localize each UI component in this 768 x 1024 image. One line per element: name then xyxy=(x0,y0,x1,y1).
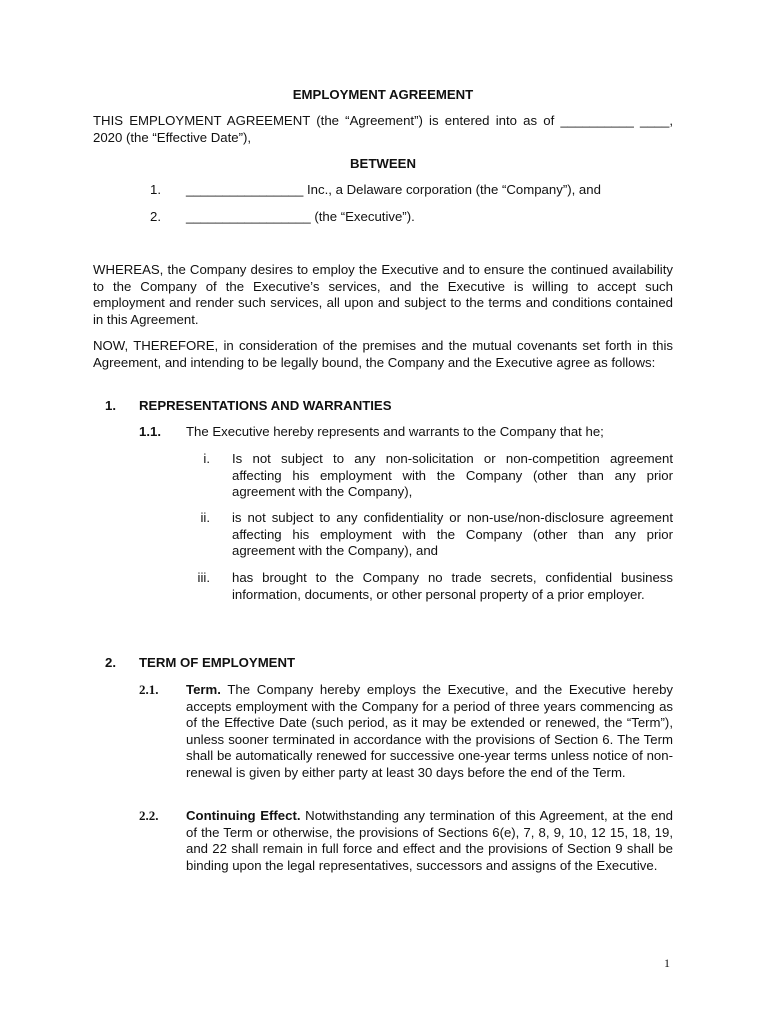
party-1-number: 1. xyxy=(150,182,161,197)
clause-2-1-text: The Company hereby employs the Executive, and the Executive hereby accepts employment with the Company for a period of three years commencing as of the Effective Date (such period, as it may be extended or renewed, the “Term”), unless sooner terminated in accordance with the provisions of Section 6. The Term shall be automatically renewed for successive one-year terms unless notice of non-renewal is given by either party at least 30 days before the end of the Term. xyxy=(186,682,673,780)
clause-2-2-number: 2.2. xyxy=(139,808,159,823)
section-1-number: 1. xyxy=(105,398,116,413)
item-ii-number: ii. xyxy=(200,510,210,525)
clause-1-1-number: 1.1. xyxy=(139,424,161,439)
whereas-paragraph: WHEREAS, the Company desires to employ the Executive and to ensure the continued availability to the Company of the Executive’s services, and the Executive is willing to accept such employment and render such services, all upon and subject to the terms and conditions contained in this Agreement. xyxy=(93,262,673,327)
item-i-number: i. xyxy=(203,451,210,466)
between-heading: BETWEEN xyxy=(350,156,416,171)
page-number: 1 xyxy=(664,956,670,970)
party-2-text: _________________ (the “Executive”). xyxy=(186,209,415,224)
clause-2-1-heading: Term. xyxy=(186,682,221,697)
clause-1-1-text: The Executive hereby represents and warrants to the Company that he; xyxy=(186,424,604,439)
item-iii-text: has brought to the Company no trade secrets, confidential business information, documents, or other personal property of a prior employer. xyxy=(232,570,673,602)
item-ii-text: is not subject to any confidentiality or non-use/non-disclosure agreement affecting his employment with the Company (other than any prior agreement with the Company), and xyxy=(232,510,673,558)
intro-paragraph: THIS EMPLOYMENT AGREEMENT (the “Agreement”) is entered into as of __________ ____, 2020 (the “Effective Date”), xyxy=(93,113,673,145)
document-title: EMPLOYMENT AGREEMENT xyxy=(292,87,474,102)
item-i-text: Is not subject to any non-solicitation or non-competition agreement affecting his employment with the Company (other than any prior agreement with the Company), xyxy=(232,451,673,499)
party-1-text: ________________ Inc., a Delaware corporation (the “Company”), and xyxy=(186,182,601,197)
party-2-number: 2. xyxy=(150,209,161,224)
section-1-title: REPRESENTATIONS AND WARRANTIES xyxy=(139,398,392,413)
clause-2-1-number: 2.1. xyxy=(139,682,159,697)
section-2-title: TERM OF EMPLOYMENT xyxy=(139,655,296,670)
section-2-number: 2. xyxy=(105,655,116,670)
now-therefore-paragraph: NOW, THEREFORE, in consideration of the premises and the mutual covenants set forth in this Agreement, and intending to be legally bound, the Company and the Executive agree as follows: xyxy=(93,338,673,370)
clause-2-2-text: Notwithstanding any termination of this Agreement, at the end of the Term or otherwise, the provisions of Sections 6(e), 7, 8, 9, 10, 12 15, 18, 19, and 22 shall remain in full force and effect and the provisions of Section 9 shall be binding upon the legal representatives, successors and assigns of the Executive. xyxy=(186,808,673,873)
clause-2-2-heading: Continuing Effect. xyxy=(186,808,301,823)
clause-2-1 xyxy=(186,682,673,781)
item-iii-number: iii. xyxy=(197,570,210,585)
clause-2-2 xyxy=(186,808,673,874)
